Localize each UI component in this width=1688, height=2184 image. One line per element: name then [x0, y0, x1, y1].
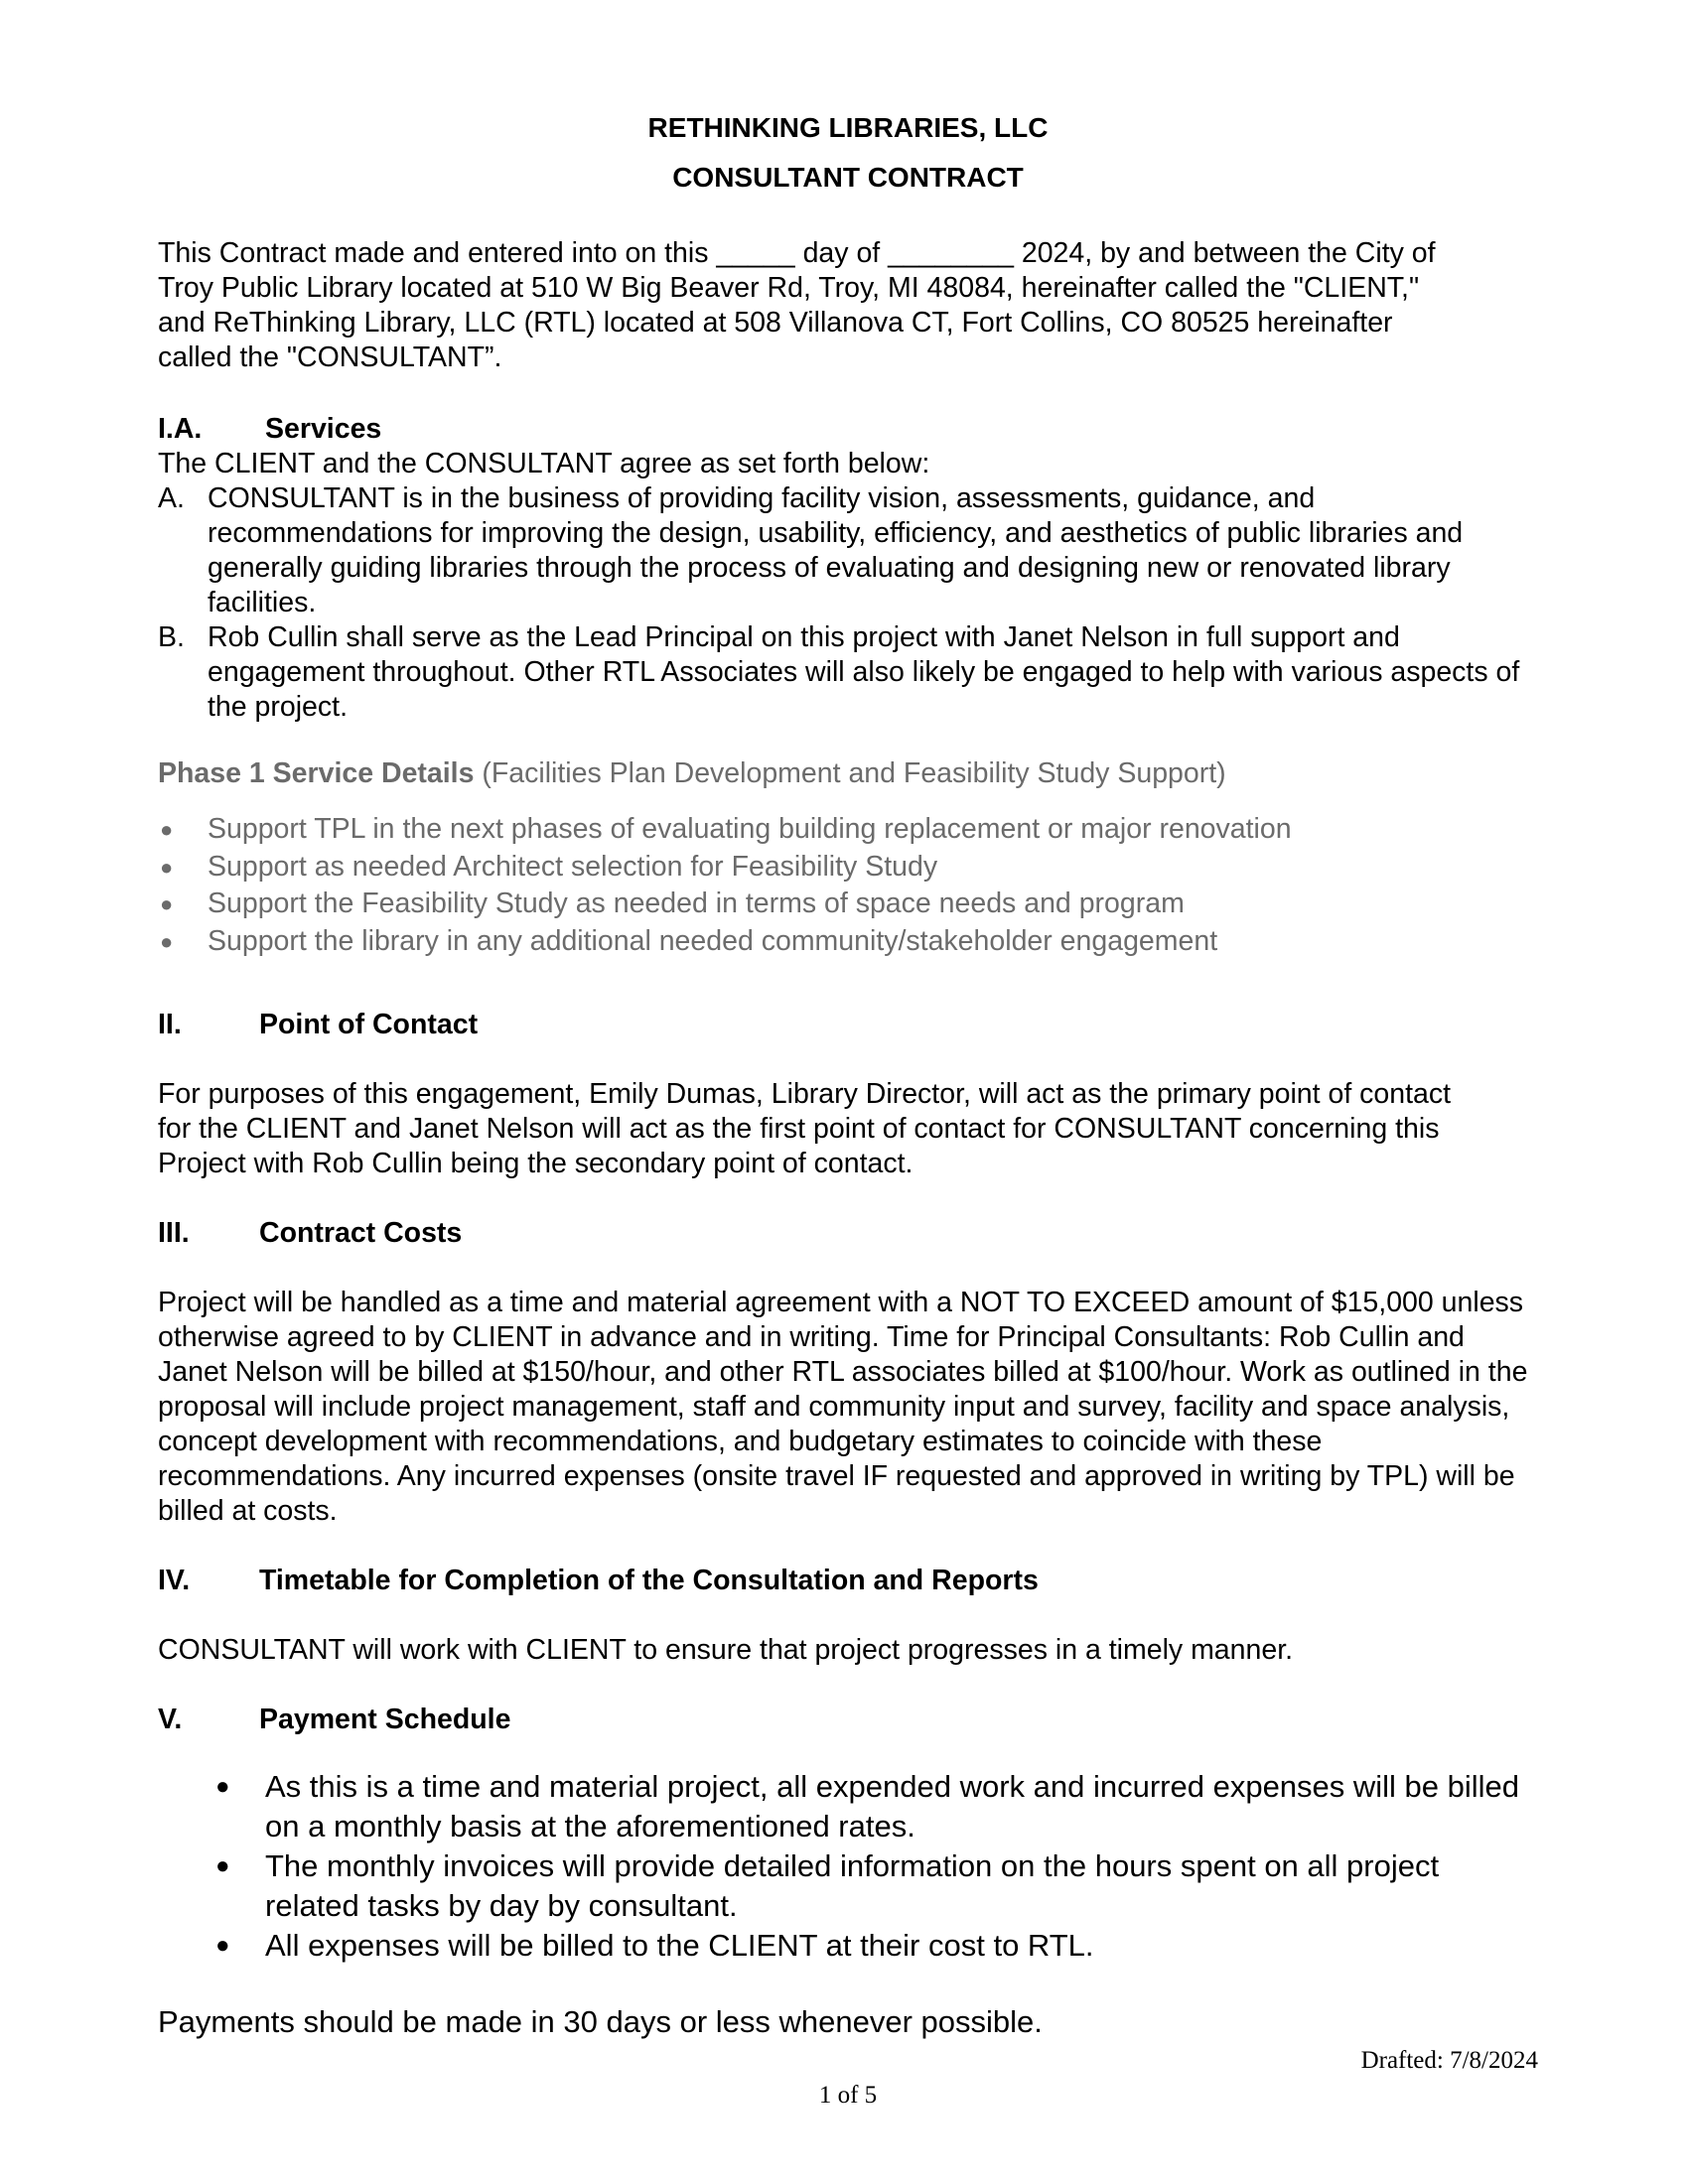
section-iii-number: III.: [158, 1217, 190, 1249]
bullet-icon: ●: [215, 1852, 230, 1879]
services-list-item: [158, 481, 1528, 620]
list-item: [158, 886, 1538, 923]
section-ia-title: Services: [265, 413, 382, 445]
phase1-bullets: [158, 811, 1538, 960]
section-ii-heading: [158, 1008, 478, 1042]
bullet-icon: ●: [215, 1932, 230, 1959]
section-iii-body: Project will be handled as a time and material agreement with a NOT TO EXCEED amount of $15,000 unless otherwise agreed to by CLIENT in advance and in writing. Time for Principal Consultants: Rob Cullin and Janet Nelson will be billed at $150/hour, and other RTL associates billed at $100/hour. Work as outlined in the proposal will include project management, staff and community input and survey, facility and space analysis, concept development with recommendations, and budgetary estimates to coincide with these recommendations. Any incurred expenses (onsite travel IF requested and approved in writing by TPL) will be billed at costs.: [158, 1287, 1528, 1527]
bullet-text: Support TPL in the next phases of evaluating building replacement or major renovation: [208, 813, 1292, 845]
payment-bullets: [215, 1767, 1538, 1966]
section-iii-title: Contract Costs: [259, 1217, 463, 1249]
bullet-text: Support the Feasibility Study as needed in terms of space needs and program: [208, 887, 1185, 919]
list-item: [215, 1846, 1538, 1926]
bullet-text: As this is a time and material project, all expended work and incurred expenses will be billed on a monthly basis at the aforementioned rates.: [265, 1769, 1520, 1843]
bullet-text: Support the library in any additional needed community/stakeholder engagement: [208, 924, 1218, 957]
contract-page: [158, 0, 1538, 2184]
bullet-icon: ●: [160, 891, 174, 916]
document-title: CONSULTANT CONTRACT: [672, 162, 1024, 193]
list-item: [158, 849, 1538, 887]
section-iv-heading: [158, 1564, 1039, 1598]
drafted-date: Drafted: 7/8/2024: [1360, 2047, 1538, 2074]
section-ii-number: II.: [158, 1009, 182, 1040]
section-v-title: Payment Schedule: [259, 1704, 511, 1735]
section-v-heading: [158, 1703, 510, 1737]
bullet-text: Support as needed Architect selection for Feasibility Study: [208, 850, 938, 883]
item-marker: B.: [158, 621, 185, 653]
item-text: Rob Cullin shall serve as the Lead Principal on this project with Janet Nelson in full support and engagement throughout. Other RTL Associates will also likely be engaged to help with various aspects of the project.: [208, 621, 1520, 723]
list-item: [158, 811, 1538, 849]
section-v-number: V.: [158, 1704, 183, 1735]
page-number: 1 of 5: [818, 2082, 878, 2109]
services-list: [158, 481, 1528, 725]
section-ia-lead: The CLIENT and the CONSULTANT agree as set forth below:: [158, 448, 930, 479]
section-ia-number: I.A.: [158, 413, 203, 445]
section-ii-body: For purposes of this engagement, Emily Dumas, Library Director, will act as the primary point of contact for the CLIENT and Janet Nelson will act as the first point of contact for CONSULTANT concerning this Project with Rob Cullin being the secondary point of contact.: [158, 1078, 1452, 1179]
section-iv-body: CONSULTANT will work with CLIENT to ensure that project progresses in a timely manner.: [158, 1634, 1294, 1666]
bullet-icon: ●: [160, 928, 174, 954]
item-text: CONSULTANT is in the business of providing facility vision, assessments, guidance, and recommendations for improving the design, usability, efficiency, and aesthetics of public libraries and generally guiding libraries through the process of evaluating and designing new or renovated library facilities.: [208, 482, 1464, 618]
bullet-text: The monthly invoices will provide detailed information on the hours spent on all project related tasks by day by consultant.: [265, 1848, 1440, 1923]
company-name: RETHINKING LIBRARIES, LLC: [647, 112, 1049, 143]
bullet-icon: ●: [160, 817, 174, 842]
section-ia-heading: [158, 412, 381, 447]
phase1-title-bold: Phase 1 Service Details: [158, 757, 475, 789]
list-item: [215, 1767, 1538, 1846]
services-list-item: [158, 620, 1528, 725]
item-marker: A.: [158, 482, 185, 514]
phase1-title: [158, 756, 1226, 791]
section-iii-heading: [158, 1216, 462, 1251]
section-iv-title: Timetable for Completion of the Consultation and Reports: [259, 1565, 1039, 1596]
section-ii-title: Point of Contact: [259, 1009, 479, 1040]
phase1-title-rest: (Facilities Plan Development and Feasibility Study Support): [474, 757, 1226, 789]
bullet-icon: ●: [215, 1773, 230, 1800]
list-item: [158, 923, 1538, 961]
section-iv-number: IV.: [158, 1565, 191, 1596]
bullet-text: All expenses will be billed to the CLIENT at their cost to RTL.: [265, 1928, 1094, 1963]
list-item: [215, 1926, 1538, 1966]
intro-paragraph: This Contract made and entered into on this _____ day of ________ 2024, by and between the City of Troy Public Library located at 510 W Big Beaver Rd, Troy, MI 48084, hereinafter called the "CLIENT," and ReThinking Library, LLC (RTL) located at 508 Villanova CT, Fort Collins, CO 80525 hereinafter called the "CONSULTANT”.: [158, 237, 1436, 373]
bullet-icon: ●: [160, 854, 174, 880]
payment-closing: Payments should be made in 30 days or less whenever possible.: [158, 2004, 1043, 2039]
